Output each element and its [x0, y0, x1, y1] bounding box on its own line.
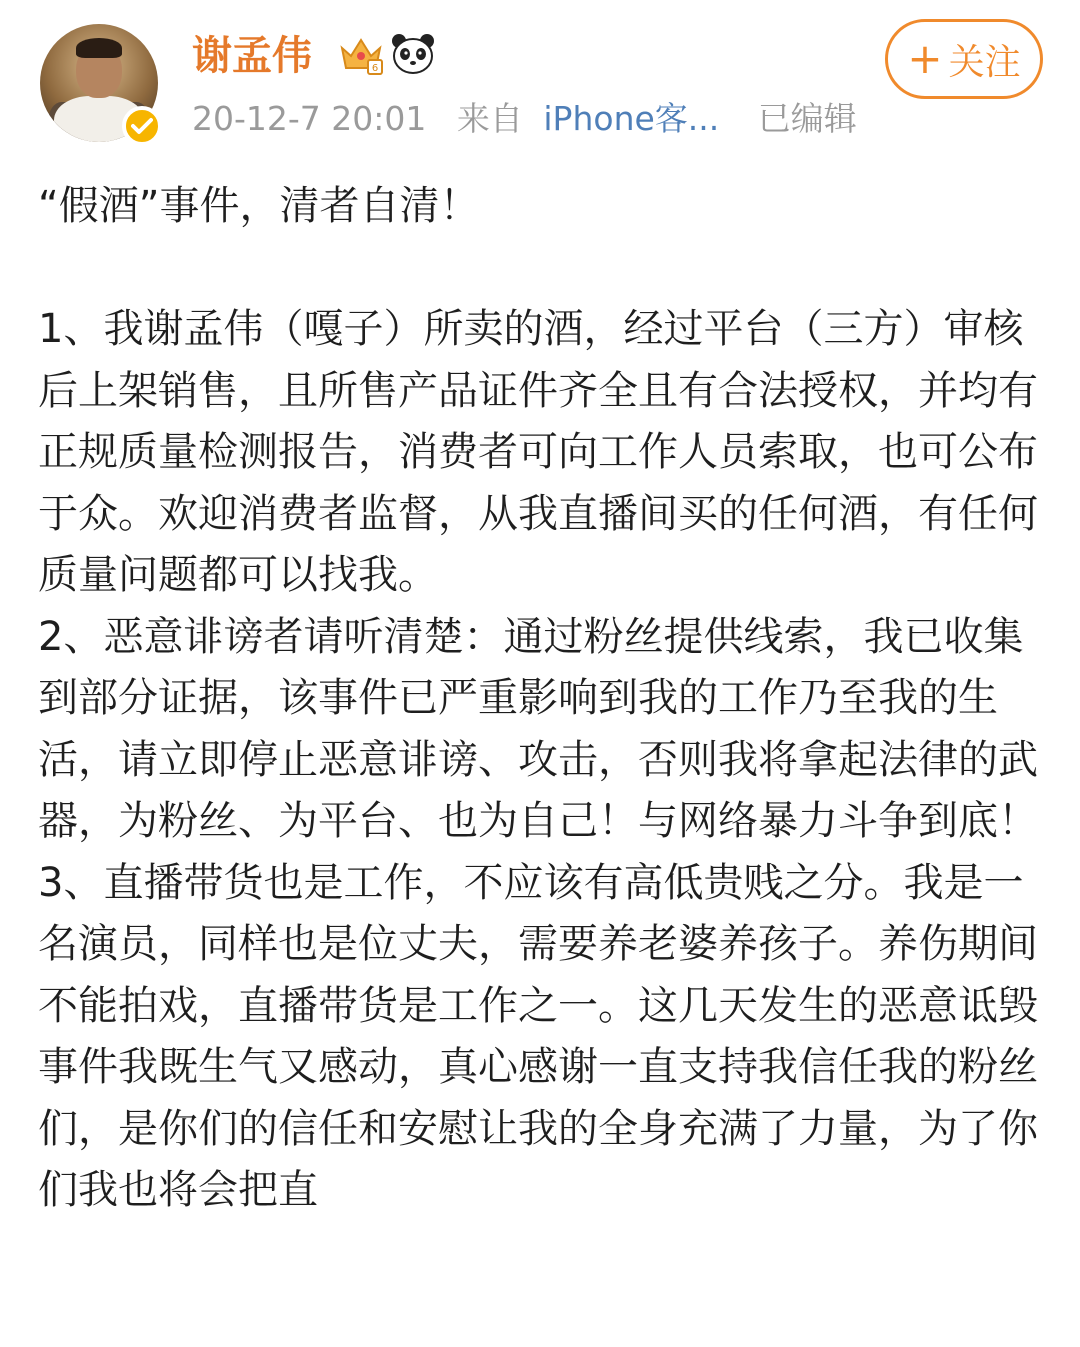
post-point-2: 2、恶意诽谤者请听清楚：通过粉丝提供线索，我已收集到部分证据，该事件已严重影响到我的工作乃至我的生活，请立即停止恶意诽谤、攻击，否则我将拿起法律的武器，为粉丝、为平台、也为自己！与网络暴力斗争到底！ [38, 613, 1038, 844]
svg-text:6: 6 [371, 63, 379, 74]
follow-label: 关注 [948, 41, 1021, 83]
panda-icon [390, 32, 436, 76]
post-point-3: 3、直播带货也是工作，不应该有高低贵贱之分。我是一名演员，同样也是位丈夫，需要养老婆养孩子。养伤期间不能拍戏，直播带货是工作之一。这几天发生的恶意诋毁事件我既生气又感动，真心感谢一直支持我信任我的粉丝们，是你们的信任和安慰让我的全身充满了力量，为了你们我也将会把直 [38, 859, 1038, 1213]
avatar[interactable] [40, 24, 158, 142]
blank-line [38, 238, 1048, 300]
post-point-1: 1、我谢孟伟（嘎子）所卖的酒，经过平台（三方）审核后上架销售，且所售产品证件齐全且有合法授权，并均有正规质量检测报告，消费者可向工作人员索取，也可公布于众。欢迎消费者监督，从我直播间买的任何酒，有任何质量问题都可以找我。 [38, 306, 1038, 598]
source-link[interactable]: iPhone客... [543, 99, 720, 138]
verified-icon [122, 106, 162, 146]
post-header [0, 0, 1080, 150]
post-meta [192, 96, 877, 142]
post-content [38, 176, 1048, 1222]
post-title: “假酒”事件，清者自清！ [38, 183, 480, 229]
plus-icon: + [907, 34, 943, 83]
edited-label[interactable]: 已编辑 [757, 99, 857, 138]
user-name[interactable]: 谢孟伟 [192, 33, 312, 79]
follow-button[interactable] [885, 19, 1043, 99]
source-prefix: 来自 [456, 99, 523, 138]
crown-icon[interactable] [338, 34, 384, 78]
timestamp: 20-12-7 20:01 [192, 99, 427, 138]
